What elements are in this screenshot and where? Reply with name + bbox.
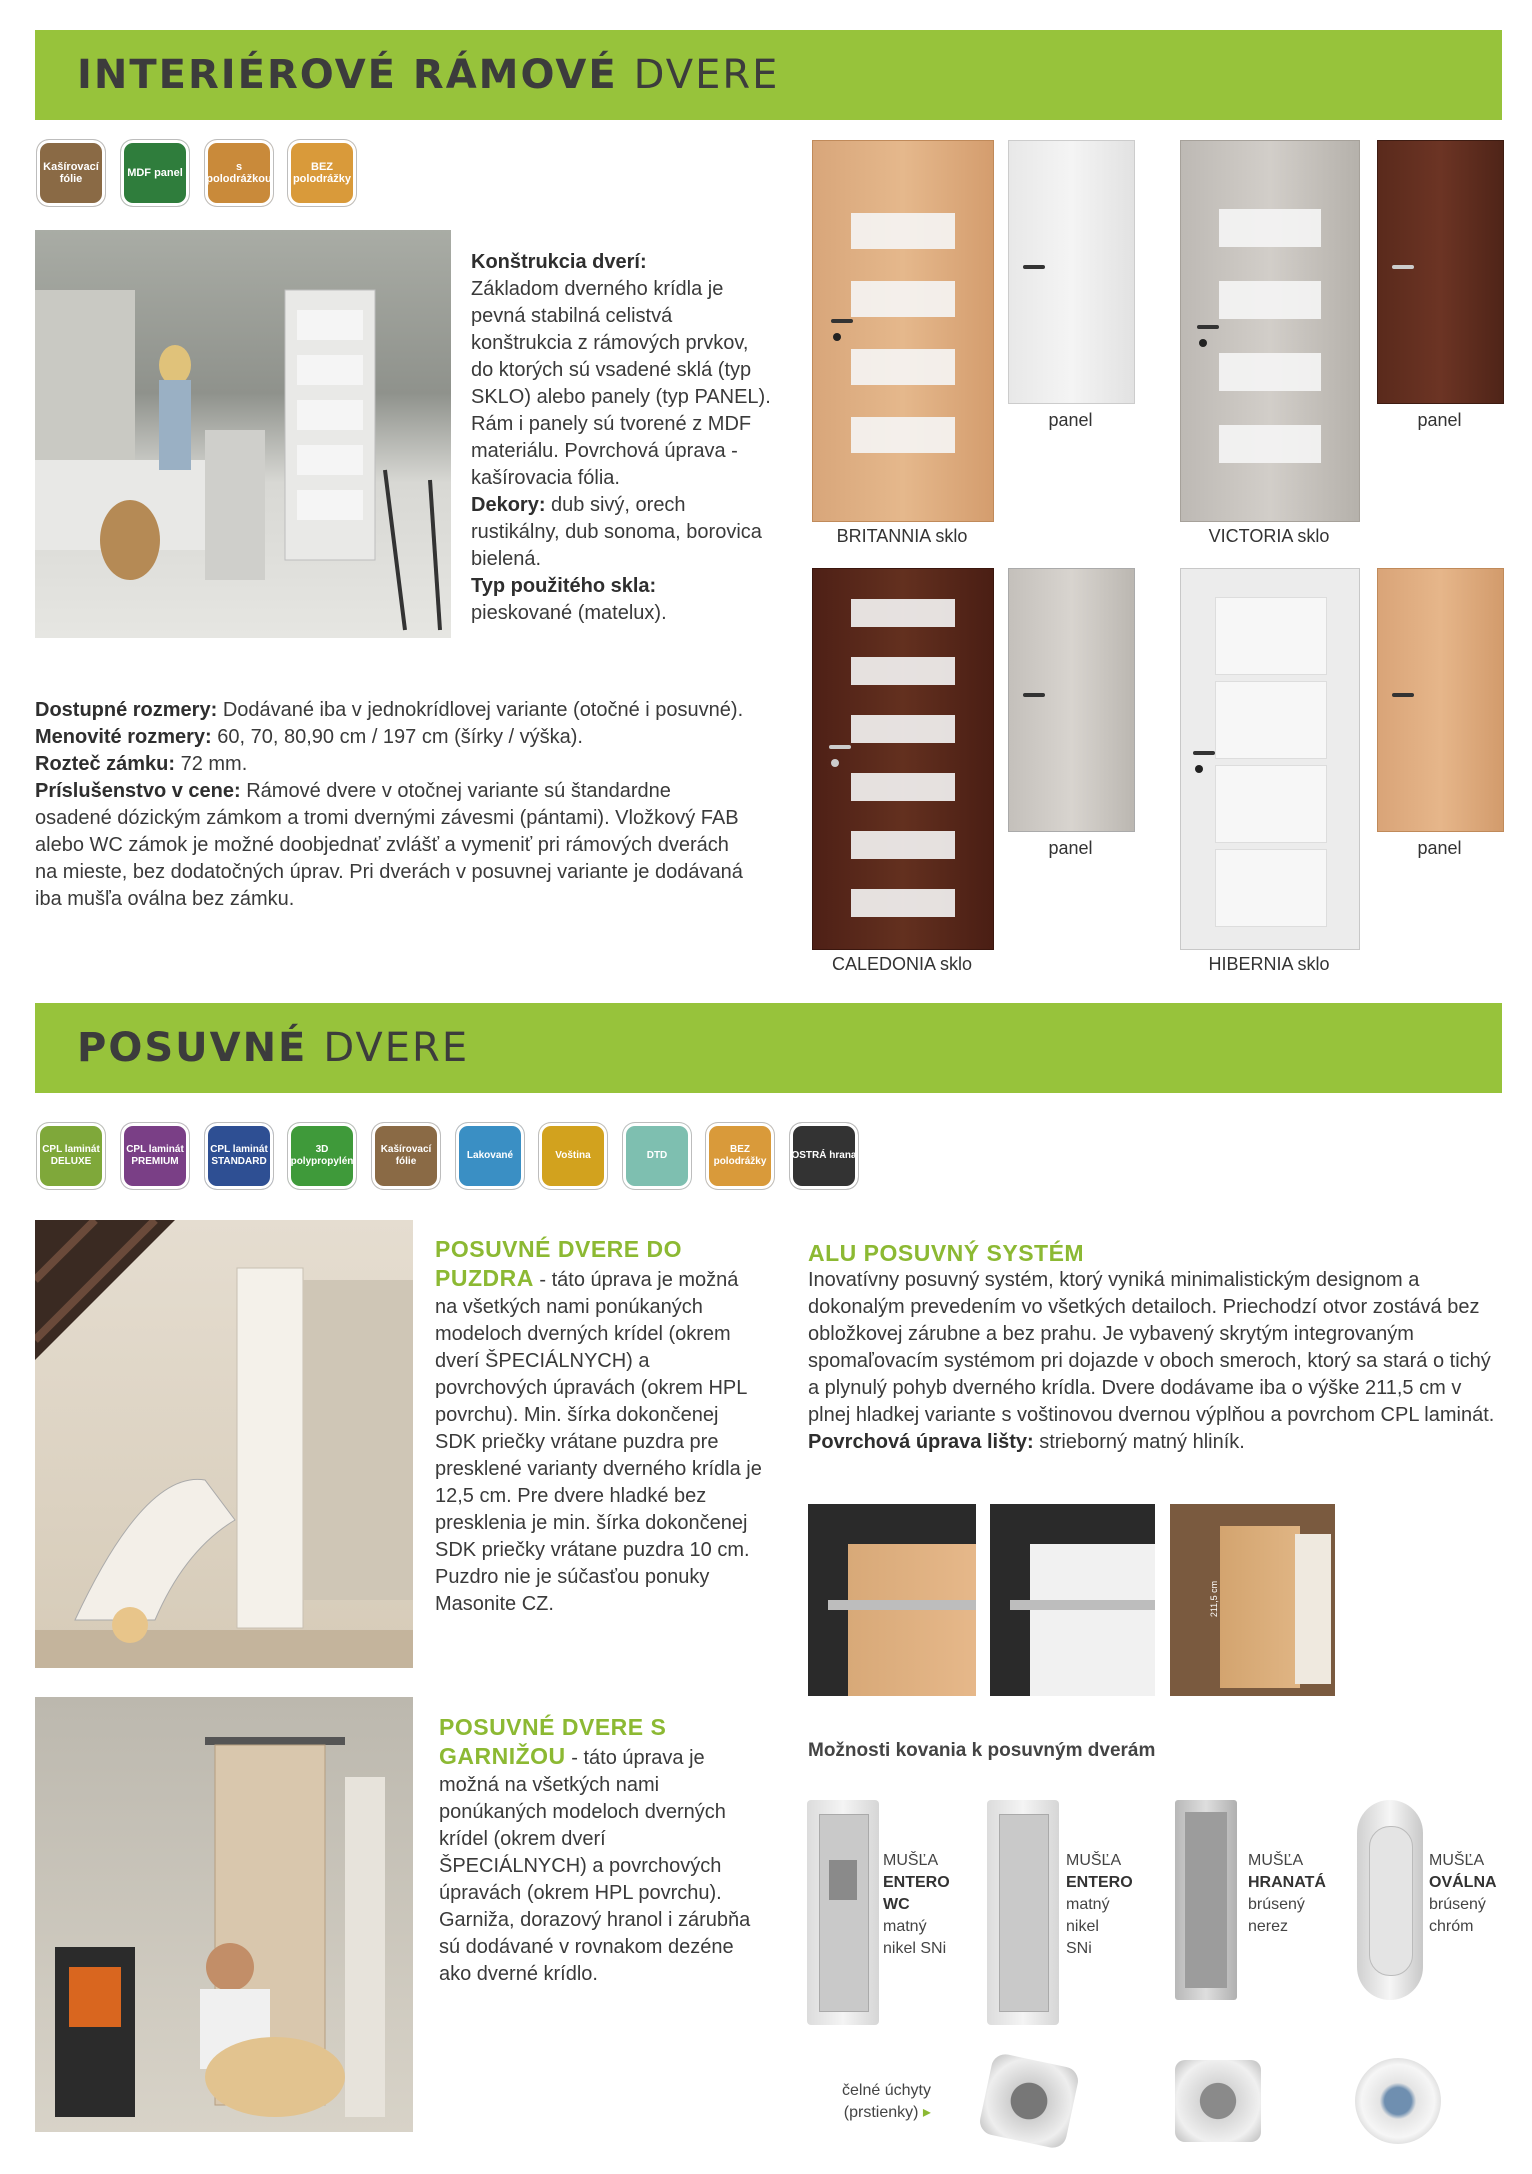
badge-9: OSTRÁ hrana [790, 1123, 858, 1189]
door-caledonia-panel [1008, 568, 1135, 832]
pocket-door-photo [35, 1220, 413, 1668]
badge-bez-polodrazky: BEZ polodrážky [288, 140, 356, 206]
hardware-hranata [1175, 1800, 1237, 2000]
alu-detail-photo-2 [990, 1504, 1155, 1696]
hardware-entero-wc [807, 1800, 879, 2025]
section-header-frame-doors [35, 30, 1502, 120]
construction-text: Konštrukcia dverí: Základom dverného krídla je pevná stabilná celistvá konštrukcia z rámových prvkov, do ktorých sú vsadené sklá (typ SKLO) alebo panely (typ PANEL). Rám i panely sú tvorené z MDF materiálu. Povrchová úprava - kašírovacia fólia. Dekory: dub sivý, orech rustikálny, dub sonoma, borovica bielená. Typ použitého skla: pieskované (matelux). [471, 251, 771, 624]
section-title: POSUVNÉ DVERE [77, 1025, 470, 1071]
door-hibernia-caption: HIBERNIA sklo [1208, 954, 1330, 974]
door-victoria-caption: VICTORIA sklo [1208, 526, 1330, 546]
badge-7: DTD [623, 1123, 691, 1189]
section-header-sliding-doors [35, 1003, 1502, 1093]
door-victoria-panel-label: panel [1417, 410, 1462, 430]
door-britannia-caption: BRITANNIA sklo [836, 526, 968, 546]
door-hibernia-panel-label: panel [1417, 838, 1462, 858]
alu-system-text: ALU POSUVNÝ SYSTÉM Inovatívny posuvný systém, ktorý vyniká minimalistickým designom a dokonalým prevedením vo všetkých detailoch. Priechodzí otvor zostává bez obložkovej zárubne a bez prahu. Je vybavený skrytým integrovaným spomaľovacím systémom pri dojazde v oboch smeroch, ktorý sa stará o tichý a plynulý pohyb dverného krídla. Dvere dodávame iba o výške 211,5 cm v plnej hladkej variante s voštinovou dvernou výplňou a povrchom CPL laminát. Povrchová úprava lišty: strieborný matný hliník. [808, 1240, 1495, 1453]
badge-1: CPL laminát PREMIUM [121, 1123, 189, 1189]
front-pull-square-1 [977, 2052, 1080, 2151]
door-hibernia-panel [1377, 568, 1504, 832]
badge-mdf-panel: MDF panel [121, 140, 189, 206]
hardware-ovalna-label: MUŠĽA OVÁLNA brúsený chróm [1429, 1852, 1497, 1935]
door-britannia-glass [812, 140, 994, 522]
alu-installed-photo [1170, 1504, 1335, 1696]
badge-2: CPL laminát STANDARD [205, 1123, 273, 1189]
badge-5: Lakované [456, 1123, 524, 1189]
alu-height-mark: 211,5 cm [1209, 1580, 1220, 1618]
badge-4: Kašírovací fólie [372, 1123, 440, 1189]
door-victoria-panel [1377, 140, 1504, 404]
alu-detail-photo-1 [808, 1504, 976, 1696]
door-britannia-panel [1008, 140, 1135, 404]
door-hibernia-glass [1180, 568, 1360, 950]
rail-door-photo [35, 1697, 413, 2132]
door-caledonia-glass [812, 568, 994, 950]
rail-door-text: POSUVNÉ DVERE S GARNIŽOU - táto úprava je možná na všetkých nami ponúkaných modeloch dverných krídel (okrem dverí ŠPECIÁLNYCH) a povrchových úpravách (okrem HPL povrchu). Garniža, dorazový hranol i zárubňa sú dodávané v rovnakom dezéne ako dverné krídlo. [439, 1714, 751, 1985]
front-pull-round [1355, 2058, 1441, 2144]
pocket-door-text: POSUVNÉ DVERE DO PUZDRA - táto úprava je možná na všetkých nami ponúkaných modeloch dverných krídel (okrem dverí ŠPECIÁLNYCH) a povrchových úpravách (okrem HPL povrchu). Min. šírka dokončenej SDK priečky vrátane puzdra pre presklené varianty dverného krídla je 12,5 cm. Pre dvere hladké bez presklenia je min. šírka dokončenej SDK priečky vrátane puzdra 10 cm. Puzdro nie je súčasťou ponuky Masonite CZ. [435, 1236, 762, 1615]
badge-8: BEZ polodrážky [706, 1123, 774, 1189]
hardware-hranata-label: MUŠĽA HRANATÁ brúsený nerez [1248, 1852, 1326, 1935]
arrow-right-icon: ▸ [922, 2104, 931, 2121]
hardware-entero-label: MUŠĽA ENTERO matný nikel SNi [1066, 1852, 1133, 1957]
badge-s-polodrazkou: s polodrážkou [205, 140, 273, 206]
hardware-entero [987, 1800, 1059, 2025]
door-britannia-panel-label: panel [1048, 410, 1093, 430]
hardware-heading: Možnosti kovania k posuvným dverám [808, 1740, 1156, 1761]
specs-text: Dostupné rozmery: Dodávané iba v jednokrídlovej variante (otočné i posuvné). Menovité rozmery: 60, 70, 80,90 cm / 197 cm (šírky / výška). Rozteč zámku: 72 mm. Príslušenstvo v cene: Rámové dvere v otočnej variante sú štandardne osadené dózickým zámkom a tromi dvernými závesmi (pántami). Vložkový FAB alebo WC zámok je možné doobjednať zvlášť a vymeniť pri rámových dverách na mieste, bez dodatočných úprav. Pri dverách v posuvnej variante je dodávaná iba mušľa oválna bez zámku. [35, 699, 744, 910]
door-victoria-glass [1180, 140, 1360, 522]
front-pull-square-2 [1175, 2060, 1261, 2142]
badge-kasirovaci-folie: Kašírovací fólie [37, 140, 105, 206]
front-pulls-label: čelné úchyty (prstienky) ▸ [842, 2082, 931, 2121]
badge-6: Voština [539, 1123, 607, 1189]
kitchen-photo [35, 230, 451, 638]
hardware-ovalna [1357, 1800, 1423, 2000]
hardware-entero-wc-label: MUŠĽA ENTERO WC matný nikel SNi [883, 1852, 950, 1957]
section-title: INTERIÉROVÉ RÁMOVÉ DVERE [77, 52, 780, 98]
door-caledonia-panel-label: panel [1048, 838, 1093, 858]
badge-3: 3D polypropylén [288, 1123, 356, 1189]
door-caledonia-caption: CALEDONIA sklo [831, 954, 973, 974]
badge-0: CPL laminát DELUXE [37, 1123, 105, 1189]
